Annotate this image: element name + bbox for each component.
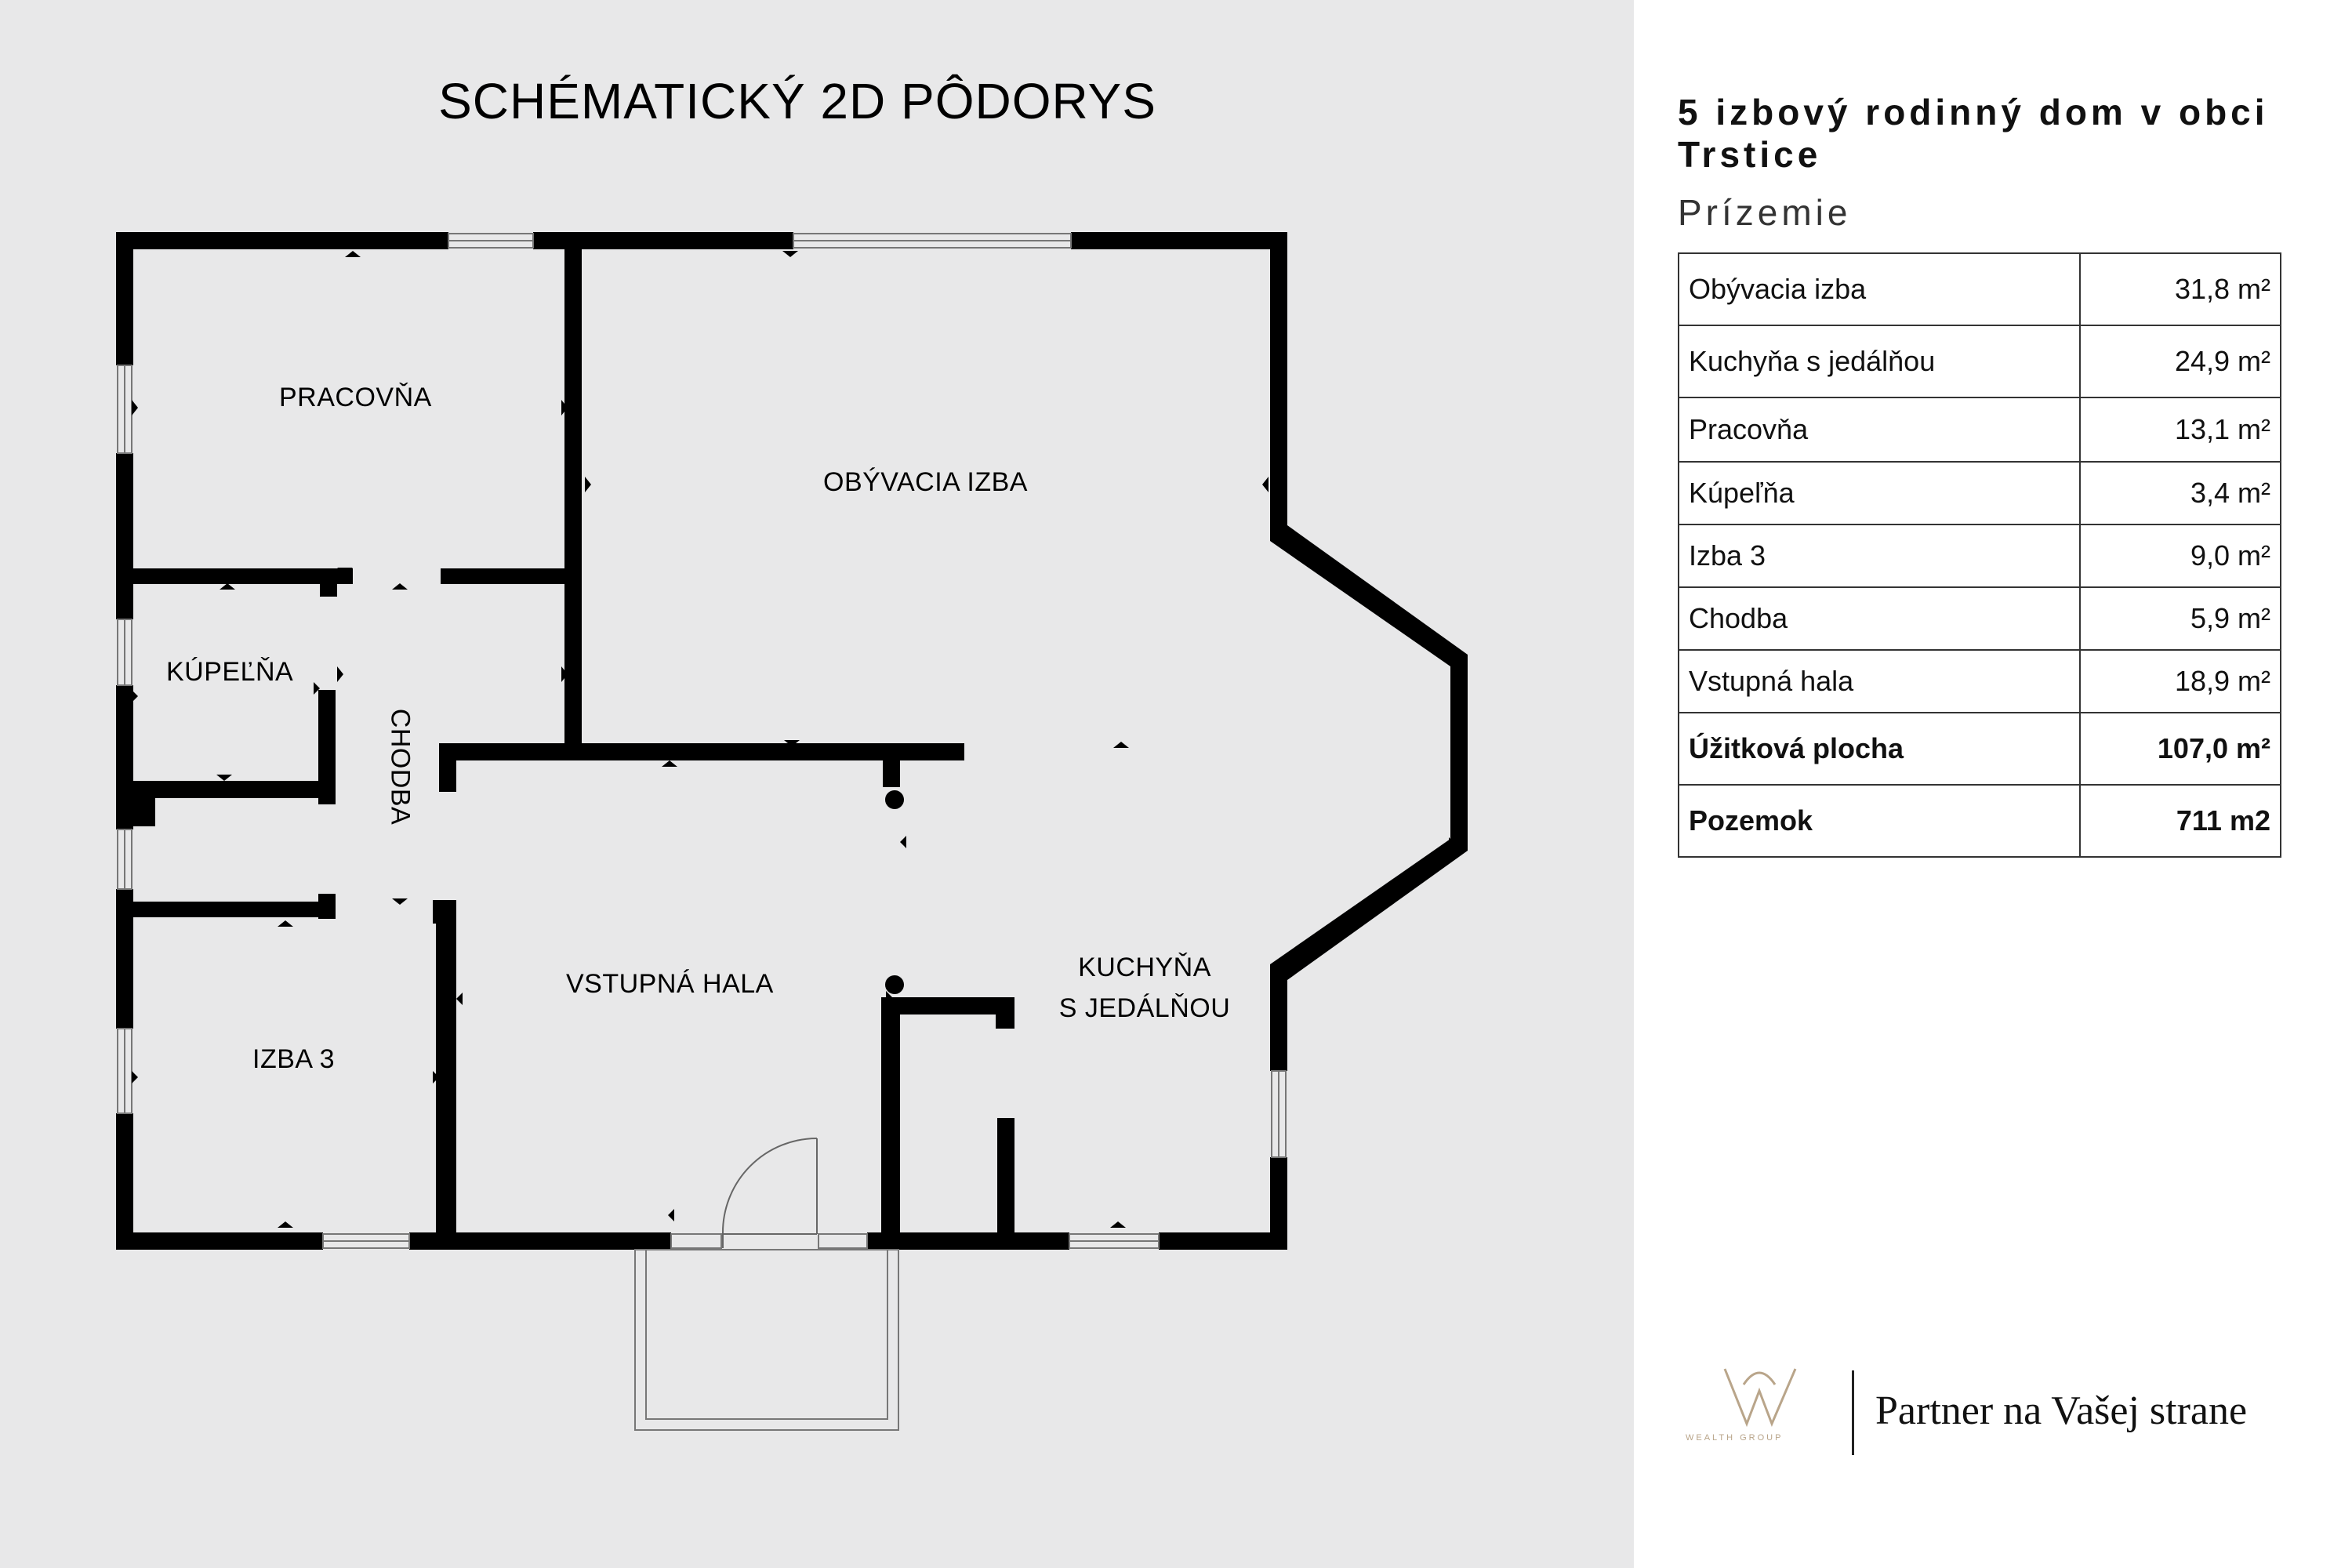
room-name: Chodba: [1679, 587, 2080, 650]
table-row: [1679, 325, 2281, 397]
room-area: 24,9 m²: [2080, 325, 2281, 397]
room-area: 13,1 m²: [2080, 397, 2281, 462]
brand-divider: [1852, 1370, 1854, 1455]
room-name: Obývacia izba: [1679, 253, 2080, 325]
table-row: [1679, 253, 2281, 325]
room-label-kuchyna-line2: S JEDÁLŇOU: [1058, 993, 1231, 1023]
room-area: 9,0 m²: [2080, 524, 2281, 587]
floor-name: Prízemie: [1678, 192, 1852, 233]
room-name: Pracovňa: [1679, 397, 2080, 462]
listing-title: 5 izbový rodinný dom v obci Trstice: [1678, 92, 2269, 175]
table-row: [1679, 462, 2281, 524]
entrance-door: [723, 1138, 817, 1248]
room-area: 107,0 m²: [2080, 713, 2281, 785]
room-label-kupelna: KÚPEĽŇA: [166, 657, 294, 687]
room-label-kuchyna: [1043, 947, 1247, 1029]
logo-text: WEALTH GROUP: [1686, 1433, 1784, 1443]
table-row-plot: [1679, 785, 2281, 857]
room-area: 31,8 m²: [2080, 253, 2281, 325]
brand-footer: [1678, 1348, 2336, 1458]
table-row: [1679, 650, 2281, 713]
terrace: [635, 1250, 898, 1430]
room-name: Vstupná hala: [1679, 650, 2080, 713]
room-area: 3,4 m²: [2080, 462, 2281, 524]
room-name: Kuchyňa s jedálňou: [1679, 325, 2080, 397]
table-row: [1679, 587, 2281, 650]
room-label-izba-3: IZBA 3: [252, 1044, 336, 1074]
room-area: 711 m2: [2080, 785, 2281, 857]
room-name: Kúpeľňa: [1679, 462, 2080, 524]
table-row: [1679, 397, 2281, 462]
room-area: 5,9 m²: [2080, 587, 2281, 650]
area-table: [1678, 252, 2281, 858]
brand-tagline: Partner na Vašej strane: [1875, 1388, 2248, 1433]
room-name: Pozemok: [1679, 785, 2080, 857]
plan-title: SCHÉMATICKÝ 2D PÔDORYS: [438, 73, 1156, 129]
floor-plan-panel: SCHÉMATICKÝ 2D PÔDORYS PRACOVŇA OBÝVACIA IZBA KÚPEĽŇA CHODBA VSTUPNÁ HALA KUCHYŇA S JEDÁLŇOU IZBA 3: [0, 0, 1634, 1568]
room-label-pracovna: PRACOVŇA: [279, 383, 432, 412]
room-area: 18,9 m²: [2080, 650, 2281, 713]
room-label-vstupna-hala: VSTUPNÁ HALA: [566, 969, 774, 999]
table-row-total: [1679, 713, 2281, 785]
table-row: [1679, 524, 2281, 587]
room-name: Úžitková plocha: [1679, 713, 2080, 785]
room-label-kuchyna-line1: KUCHYŇA: [1078, 953, 1211, 982]
room-label-obyvacia-izba: OBÝVACIA IZBA: [823, 467, 1028, 497]
room-name: Izba 3: [1679, 524, 2080, 587]
wealth-group-logo-icon: [1678, 1353, 1835, 1439]
